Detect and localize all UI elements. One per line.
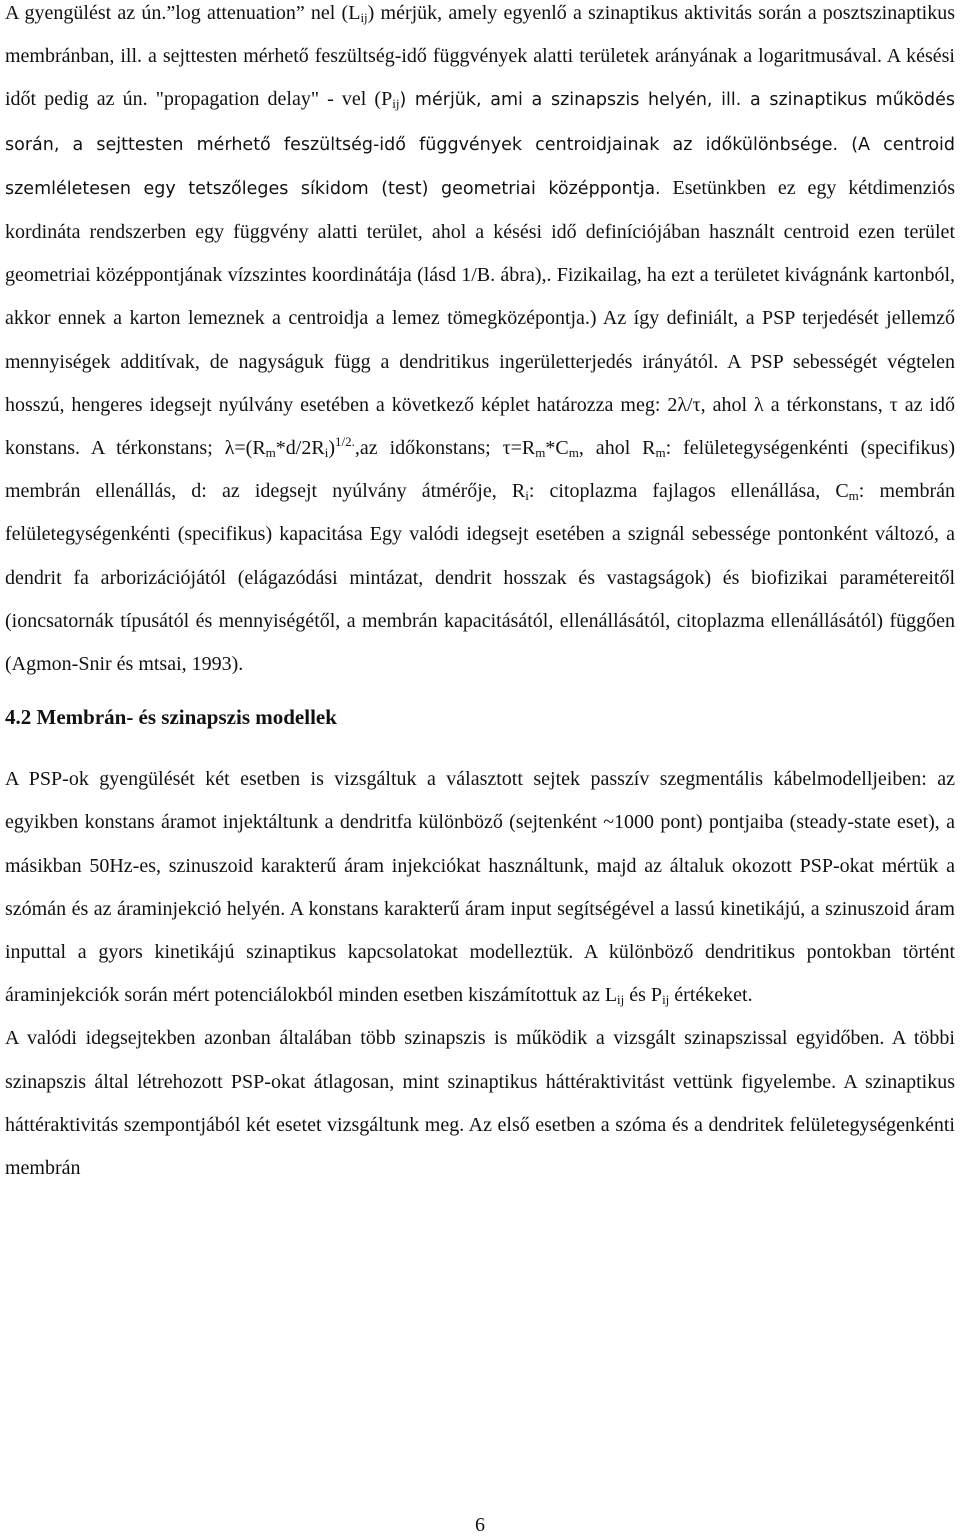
text-run: A PSP-ok gyengülését két esetben is vizsgáltuk a választott sejtek passzív szegmentális kábelmodelljeiben: az egyikben konstans áramot injektáltunk a dendritfa különböző (sejtenként ~1000 pont) pontjaiba (steady-state eset), a másikban 50Hz-es, szinuszoid karakterű áram injekciókat használtunk, majd az általuk okozott PSP-okat mértük a szómán és az áraminjekció helyén. A konstans karakterű áram input segítségével a lassú kinetikájú, a szinuszoid áram inputtal a gyors kinetikájú szinaptikus kapcsolatokat modelleztük. A különböző dendritikus pontokban történt áraminjekciók során mért potenciálokból minden esetben kiszámítottuk az L (5, 768, 955, 1007)
document-page (5, 0, 955, 1190)
text-run: Esetünkben ez egy kétdimenziós kordináta rendszerben egy függvény alatti terület, ahol a késési idő definíciójában használt centroid ezen terület geometriai középpontjának vízszintes koordinátája (lásd 1/B. ábra),. Fizikailag, ha ezt a területet kivágnánk kartonból, akkor ennek a karton lemeznek a centroidja a lemez tömegközépontja.) Az így definiált, a PSP terjedését jellemző mennyiségek additívak, de nagyságuk függ a dendritikus ingerületterjedés irányától. A PSP sebességét végtelen hosszú, hengeres idegsejt nyúlvány esetében a következő képlet határozza meg: 2λ/τ, ahol λ a térkonstans, τ az idő konstans. A térkonstans; λ=(R (5, 176, 955, 460)
subscript: ij (617, 992, 625, 1008)
text-run: értékeket. (669, 984, 753, 1007)
paragraph-psp-models (5, 758, 955, 1017)
text-run: *C (545, 437, 569, 460)
paragraph-background-activity: A valódi idegsejtekben azonban általában több szinapszis is működik a vizsgált szinapszissal egyidőben. A többi szinapszis által létrehozott PSP-okat átlagosan, mint szinaptikus háttéraktivitást vettünk figyelembe. A szinaptikus háttéraktivitás szempontjából két esetet vizsgáltunk meg. Az első esetben a szóma és a dendritek felületegységenkénti membrán (5, 1027, 955, 1180)
subscript: m (535, 445, 546, 461)
text-run: A gyengülést az ún.”log attenuation” nel (L (5, 2, 361, 24)
subscript: m (265, 445, 276, 461)
subscript: ij (662, 992, 670, 1008)
text-run: ) (328, 437, 335, 460)
text-run: : felületegységenkénti (specifikus) membrán ellenállás, d: az idegsejt nyúlvány átmérője, R (5, 437, 955, 503)
superscript: 1/2. (335, 434, 355, 450)
text-run: *d/2R (275, 437, 325, 460)
text-run: ) mérjük, ami a szinapszis helyén, ill. a szinaptikus működés során, a sejttesten mérhető feszültség-idő függvények centroidjainak az időkülönbsége. (A centroid szemléletesen egy tetszőleges síkidom (test) geometriai középpontja. (5, 90, 956, 199)
text-run: : membrán felületegységenkénti (specifikus) kapacitása Egy valódi idegsejt esetében a szignál sebessége pontonként változó, a dendrit fa arborizációjától (elágazódási mintázat, dendrit hosszak és vastagságok) és biofizikai paramétereitől (ioncsatornák típusától és mennyiségétől, a membrán kapacitásától, ellenállásától, citoplazma ellenállásától) függően (Agmon-Snir és mtsai, 1993). (5, 480, 955, 676)
subscript: m (568, 445, 579, 461)
text-run: ) mérjük, amely egyenlő a szinaptikus aktivitás során a posztszinaptikus membránban, ill. a sejttesten mérhető feszültség-idő függvények alatti területek arányának a logaritmusával. A késési időt pedig az ún. "propagation delay" - vel (P (5, 2, 955, 111)
text-run: , ahol R (578, 437, 656, 460)
text-run: és P (624, 984, 663, 1007)
subscript: m (848, 488, 859, 504)
subscript: m (655, 445, 666, 461)
subscript: ij (392, 96, 400, 112)
subscript: i (324, 445, 329, 461)
section-heading: 4.2 Membrán- és szinapszis modellek (5, 705, 337, 730)
subscript: ij (360, 10, 368, 25)
paragraph-attenuation (5, 0, 955, 686)
text-run: : citoplazma fajlagos ellenállása, C (528, 480, 849, 503)
text-run: ,az időkonstans; τ=R (354, 437, 536, 460)
page-number: 6 (475, 1514, 485, 1536)
subscript: i (525, 488, 529, 504)
